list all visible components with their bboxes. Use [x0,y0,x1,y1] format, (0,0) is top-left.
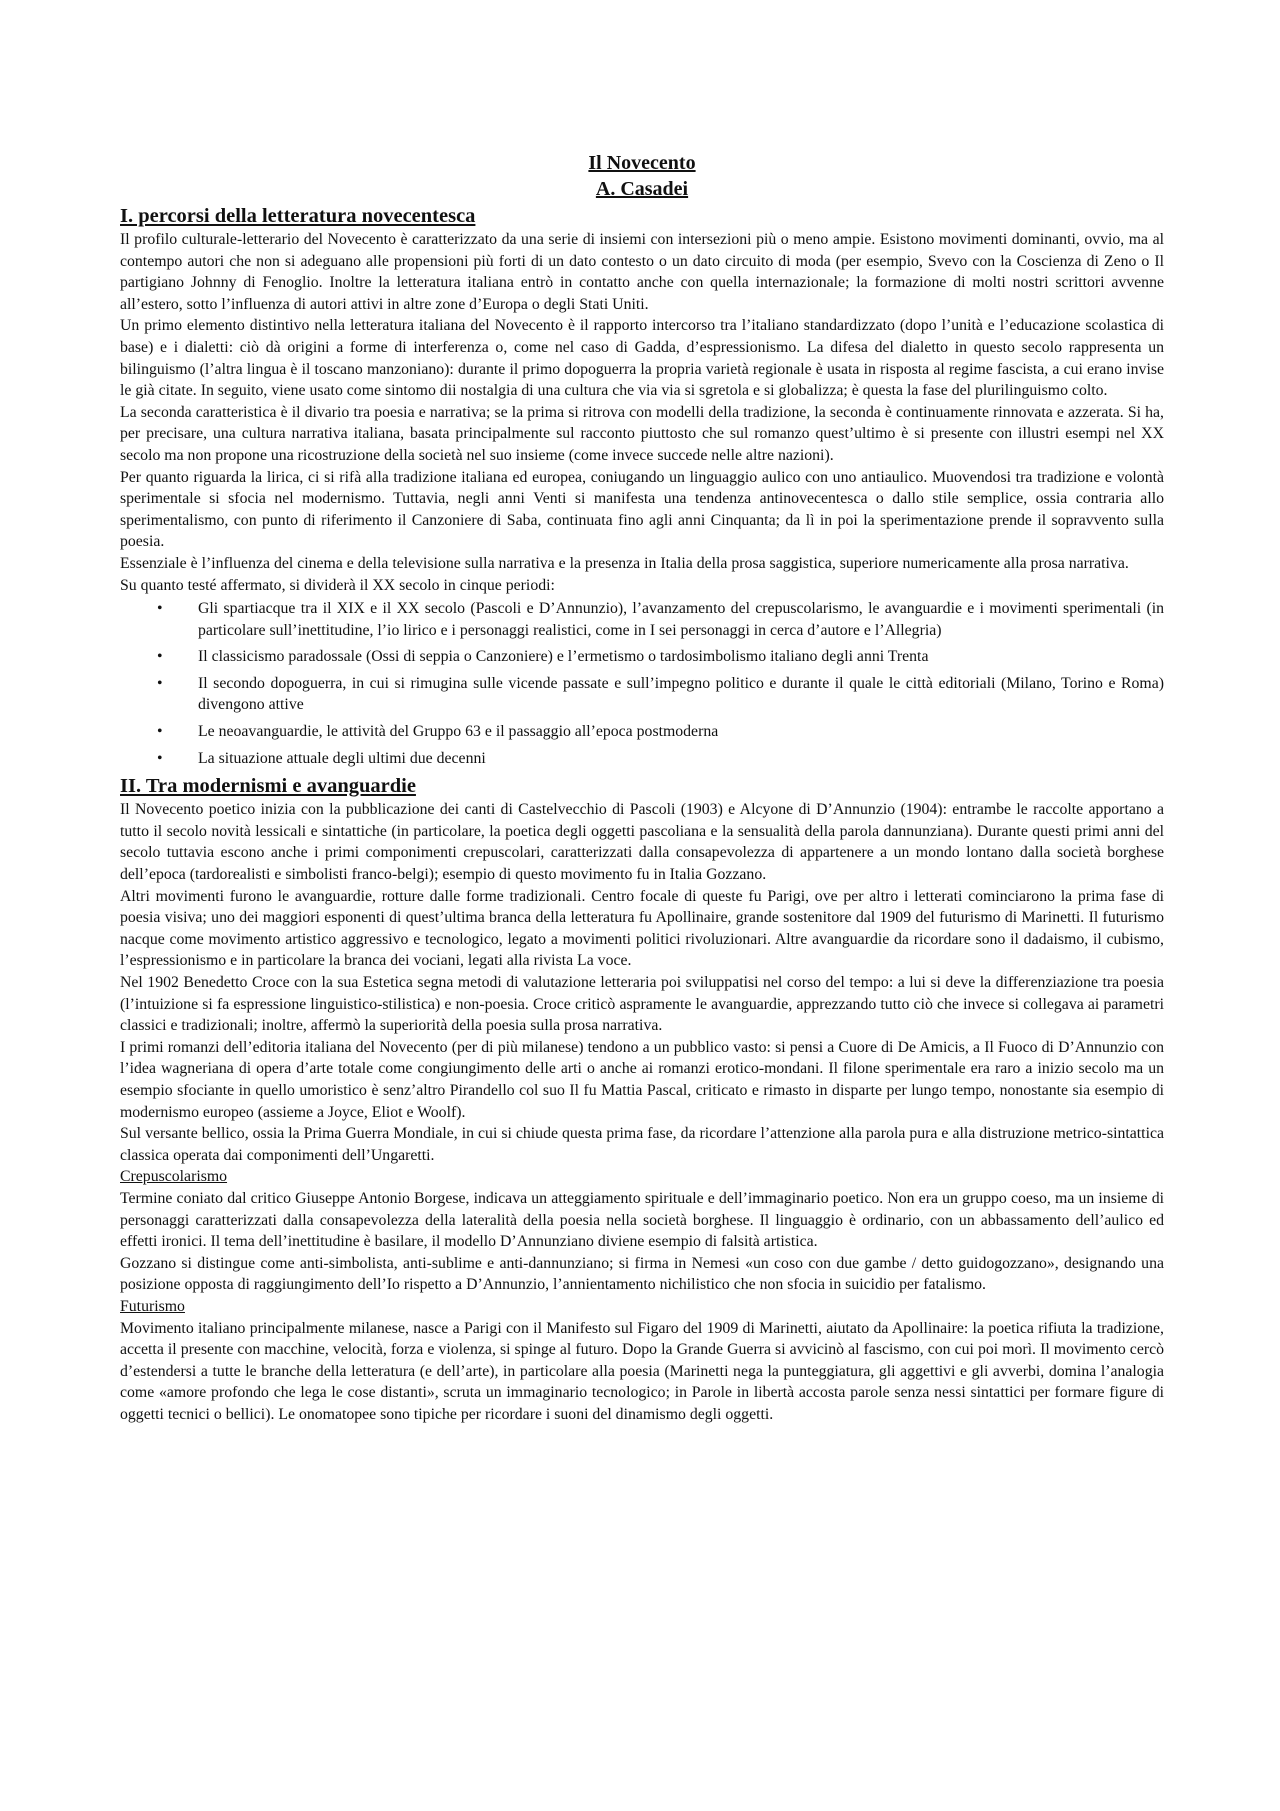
crepuscolarismo-heading: Crepuscolarismo [120,1168,228,1186]
futurismo-paragraph-1: Movimento italiano principalmente milanese, nasce a Parigi con il Manifesto sul Figaro del 1909 di Marinetti, aiutato da Apollinaire: la poetica rifiuta la tradizione, accetta il presente con macchine, velocità, forza e violenza, si spinge al futuro. Dopo la Grande Guerra si avvicinò al fascismo, con cui poi morì. Il movimento cercò d’estendersi a tutte le branche della letteratura (e dell’arte), in particolare alla poesia (Marinetti nega la punteggiatura, gli aggettivi e gli avverbi, domina l’analogia come «amore profondo che lega le cose distanti», scruta un immaginario tecnologico; in Parole in libertà accosta parole senza nessi sintattici per formare figure di oggetti tecnici o bellici). Le onomatopee sono tipiche per ricordare i suoni del dinamismo degli oggetti. [120,1319,1164,1423]
section-2-heading: II. Tra modernismi e avanguardie [120,775,416,798]
section-1-paragraph-3: La seconda caratteristica è il divario tra poesia e narrativa; se la prima si ritrova con modelli della tradizione, la seconda è continuamente rinnovata e azzerata. Si ha, per precisare, una cultura narrativa italiana, basata principalmente sul racconto piuttosto che sul romanzo quest’ultimo è si presente con illustri esempi nel XX secolo ma non propone una ricostruzione della società nel suo insieme (come invece succede nelle altre nazioni). [120,403,1164,464]
periods-list [120,598,1164,769]
section-2-paragraph-5: Sul versante bellico, ossia la Prima Guerra Mondiale, in cui si chiude questa prima fase, da ricordare l’attenzione alla parola pura e alla distruzione metrico-sintattica classica operata dai componimenti dell’Ungaretti. [120,1125,1164,1164]
list-item: • La situazione attuale degli ultimi due decenni [198,748,1164,770]
section-2-paragraph-3: Nel 1902 Benedetto Croce con la sua Estetica segna metodi di valutazione letteraria poi sviluppatisi nel corso del tempo: a lui si deve la differenziazione tra poesia (l’intuizione si fa espressione linguistico-stilistica) e non-poesia. Croce criticò aspramente le avanguardie, apprezzando tutto ciò che invece si collegava ai parametri classici e tradizionali; inoltre, affermò la superiorità della poesia sulla prosa narrativa. [120,974,1164,1035]
futurismo-heading: Futurismo [120,1297,185,1315]
list-item: • Il secondo dopoguerra, in cui si rimugina sulle vicende passate e sull’impegno politico e durante il quale le città editoriali (Milano, Torino e Roma) divengono attive [198,673,1164,716]
section-1-heading: I. percorsi della letteratura novecentesca [120,205,476,227]
section-1-paragraph-2: Un primo elemento distintivo nella letteratura italiana del Novecento è il rapporto intercorso tra l’italiano standardizzato (dopo l’unità e l’educazione scolastica di base) e i dialetti: ciò dà origini a forme di interferenza o, come nel caso di Gadda, d’espressionismo. La difesa del dialetto in questo secolo rappresenta un bilinguismo (l’altra lingua è il toscano manzoniano): durante il primo dopoguerra la propria varietà regionale è usata in risposta al regime fascista, a cui erano invise le già citate. In seguito, viene usato come sintomo dii nostalgia di una cultura che via via si sgretola e si globalizza; è questa la fase del plurilinguismo colto. [120,317,1164,400]
section-1-paragraph-1: Il profilo culturale-letterario del Novecento è caratterizzato da una serie di insiemi con intersezioni più o meno ampie. Esistono movimenti dominanti, ovvio, ma al contempo autori che non si adeguano alle propensioni più forti di un dato contesto o un dato circuito di moda (per esempio, Svevo con la Coscienza di Zeno o Il partigiano Johnny di Fenoglio. Inoltre la letteratura italiana entrò in contatto anche con quella internazionale; la formazione di molti nostri scrittori avvenne all’estero, sotto l’influenza di autori attivi in altre zone d’Europa o degli Stati Uniti. [120,231,1164,313]
crepuscolarismo-paragraph-2: Gozzano si distingue come anti-simbolista, anti-sublime e anti-dannunziano; si firma in Nemesi «un coso con due gambe / detto guidogozzano», designando una posizione opposta di raggiungimento dell’Io rispetto a D’Annunzio, l’annientamento nichilistico che non sfocia in suicidio per fatalismo. [120,1254,1164,1294]
section-1-paragraph-5: Essenziale è l’influenza del cinema e della televisione sulla narrativa e la presenza in Italia della prosa saggistica, superiore numericamente alla prosa narrativa. [120,554,1129,572]
list-item: • Gli spartiacque tra il XIX e il XX secolo (Pascoli e D’Annunzio), l’avanzamento del crepuscolarismo, le avanguardie e i movimenti sperimentali (in particolare sull’inettitudine, l’io lirico e i personaggi realistici, come in I sei personaggi in cerca d’autore e l’Allegria) [198,598,1164,641]
crepuscolarismo-paragraph-1: Termine coniato dal critico Giuseppe Antonio Borgese, indicava un atteggiamento spirituale e dell’immaginario poetico. Non era un gruppo coeso, ma un insieme di personaggi caratterizzati dalla consapevolezza della lateralità della poesia nella società borghese. Il linguaggio è ordinario, con un abbassamento dell’aulico ed effetti ironici. Il tema dell’inettitudine è basilare, il modello D’Annunziano diviene esempio di falsità artistica. [120,1189,1164,1251]
section-1-paragraph-4: Per quanto riguarda la lirica, ci si rifà alla tradizione italiana ed europea, coniugando un linguaggio aulico con uno antiaulico. Muovendosi tra tradizione e volontà sperimentale si sfocia nel modernismo. Tuttavia, negli anni Venti si manifesta una tendenza antinovecentesca o dallo stile semplice, ossia contraria allo sperimentalismo, con punto di riferimento il Canzoniere di Saba, continuata fino agli anni Cinquanta; da lì in poi la sperimentazione prende il sopravvento sulla poesia. [120,468,1164,551]
document-page [120,150,1164,1425]
list-item: • Le neoavanguardie, le attività del Gruppo 63 e il passaggio all’epoca postmoderna [198,721,1164,743]
section-2-paragraph-4: I primi romanzi dell’editoria italiana del Novecento (per di più milanese) tendono a un pubblico vasto: si pensi a Cuore di De Amicis, a Il Fuoco di D’Annunzio con l’idea wagneriana di opera d’arte totale come congiungimento delle arti o anche ai romanzi erotico-mondani. Il filone sperimentale era raro a inizio secolo ma un esempio sfociante in quello umoristico è senz’altro Pirandello col suo Il fu Mattia Pascal, criticato e rimasto in disparte per lungo tempo, nonostante sia esempio di modernismo europeo (assieme a Joyce, Eliot e Woolf). [120,1038,1164,1121]
document-title: Il Novecento [588,152,696,174]
section-2-paragraph-1: Il Novecento poetico inizia con la pubblicazione dei canti di Castelvecchio di Pascoli (1903) e Alcyone di D’Annunzio (1904): entrambe le raccolte apportano a tutto il secolo novità lessicali e sintattiche (in particolare, la poetica degli oggetti pascoliana e la sensualità della parola dannunziana). Durante questi primi anni del secolo tuttavia escono anche i primi componimenti crepuscolari, caratterizzati dalla consapevolezza di appartenere a un mondo lontano dalla società borghese dell’epoca (tardorealisti e simbolisti franco-belgi); esempio di questo movimento fu in Italia Gozzano. [120,801,1164,884]
list-item: • Il classicismo paradossale (Ossi di seppia o Canzoniere) e l’ermetismo o tardosimbolismo italiano degli anni Trenta [198,646,1164,668]
section-1-paragraph-6: Su quanto testé affermato, si dividerà il XX secolo in cinque periodi: [120,576,555,594]
section-2-paragraph-2: Altri movimenti furono le avanguardie, rotture dalle forme tradizionali. Centro focale di queste fu Parigi, ove per altro i letterati cominciarono la prima fase di poesia visiva; uno dei maggiori esponenti di quest’ultima branca della letteratura fu Apollinaire, grande sostenitore dal 1909 del futurismo di Marinetti. Il futurismo nacque come movimento artistico aggressivo e tecnologico, legato a movimenti politici rivoluzionari. Altre avanguardie da ricordare sono il dadaismo, il cubismo, l’espressionismo e in particolare la branca dei vociani, legati alla rivista La voce. [120,887,1164,970]
document-author: A. Casadei [595,178,689,200]
